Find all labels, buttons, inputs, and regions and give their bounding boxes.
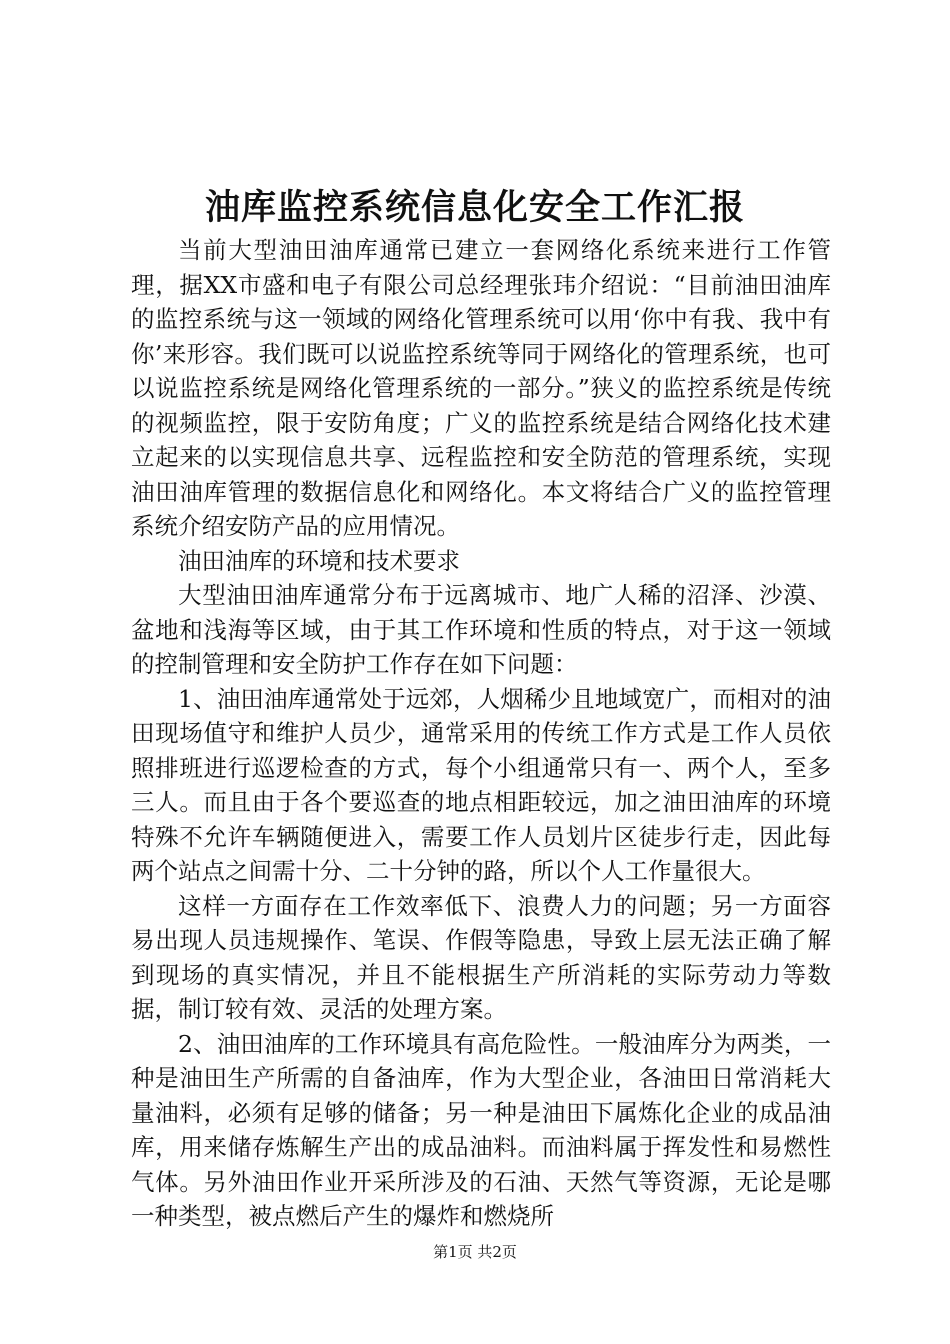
page-footer: 第1页 共2页 — [433, 1243, 517, 1261]
paragraph-issue-2: 2、油田油库的工作环境具有高危险性。一般油库分为两类，一种是油田生产所需的自备油库，作为大型企业，各油田日常消耗大量油料，必须有足够的储备；另一种是油田下属炼化企业的成品油库，用来储存炼解生产出的成品油料。而油料属于挥发性和易燃性气体。另外油田作业开采所涉及的石油、天然气等资源，无论是哪一种类型，被点燃后产生的爆炸和燃烧所 — [131, 1029, 831, 1230]
document-title: 油库监控系统信息化安全工作汇报 — [204, 187, 745, 228]
paragraph-issue-1-consequence: 这样一方面存在工作效率低下、浪费人力的问题；另一方面容易出现人员违规操作、笔误、作假等隐患，导致上层无法正确了解到现场的真实情况，并且不能根据生产所消耗的实际劳动力等数据，制订较有效、灵活的处理方案。 — [131, 891, 831, 1023]
paragraph-environment: 大型油田油库通常分布于远离城市、地广人稀的沼泽、沙漠、盆地和浅海等区域，由于其工作环境和性质的特点，对于这一领域的控制管理和安全防护工作存在如下问题： — [131, 581, 831, 678]
section-heading-environment: 油田油库的环境和技术要求 — [178, 546, 460, 575]
document-body — [131, 233, 831, 1234]
paragraph-intro: 当前大型油田油库通常已建立一套网络化系统来进行工作管理，据XX市盛和电子有限公司总经理张玮介绍说：“目前油田油库的监控系统与这一领域的网络化管理系统可以用‘你中有我、我中有你’来形容。我们既可以说监控系统等同于网络化的管理系统，也可以说监控系统是网络化管理系统的一部分。”狭义的监控系统是传统的视频监控，限于安防角度；广义的监控系统是结合网络化技术建立起来的以实现信息共享、远程监控和安全防范的管理系统，实现油田油库管理的数据信息化和网络化。本文将结合广义的监控管理系统介绍安防产品的应用情况。 — [131, 236, 831, 540]
paragraph-issue-1: 1、油田油库通常处于远郊，人烟稀少且地域宽广，而相对的油田现场值守和维护人员少，通常采用的传统工作方式是工作人员依照排班进行巡逻检查的方式，每个小组通常只有一、两个人，至多三人。而且由于各个要巡查的地点相距较远，加之油田油库的环境特殊不允许车辆随便进入，需要工作人员划片区徒步行走，因此每两个站点之间需十分、二十分钟的路，所以个人工作量很大。 — [131, 684, 831, 885]
